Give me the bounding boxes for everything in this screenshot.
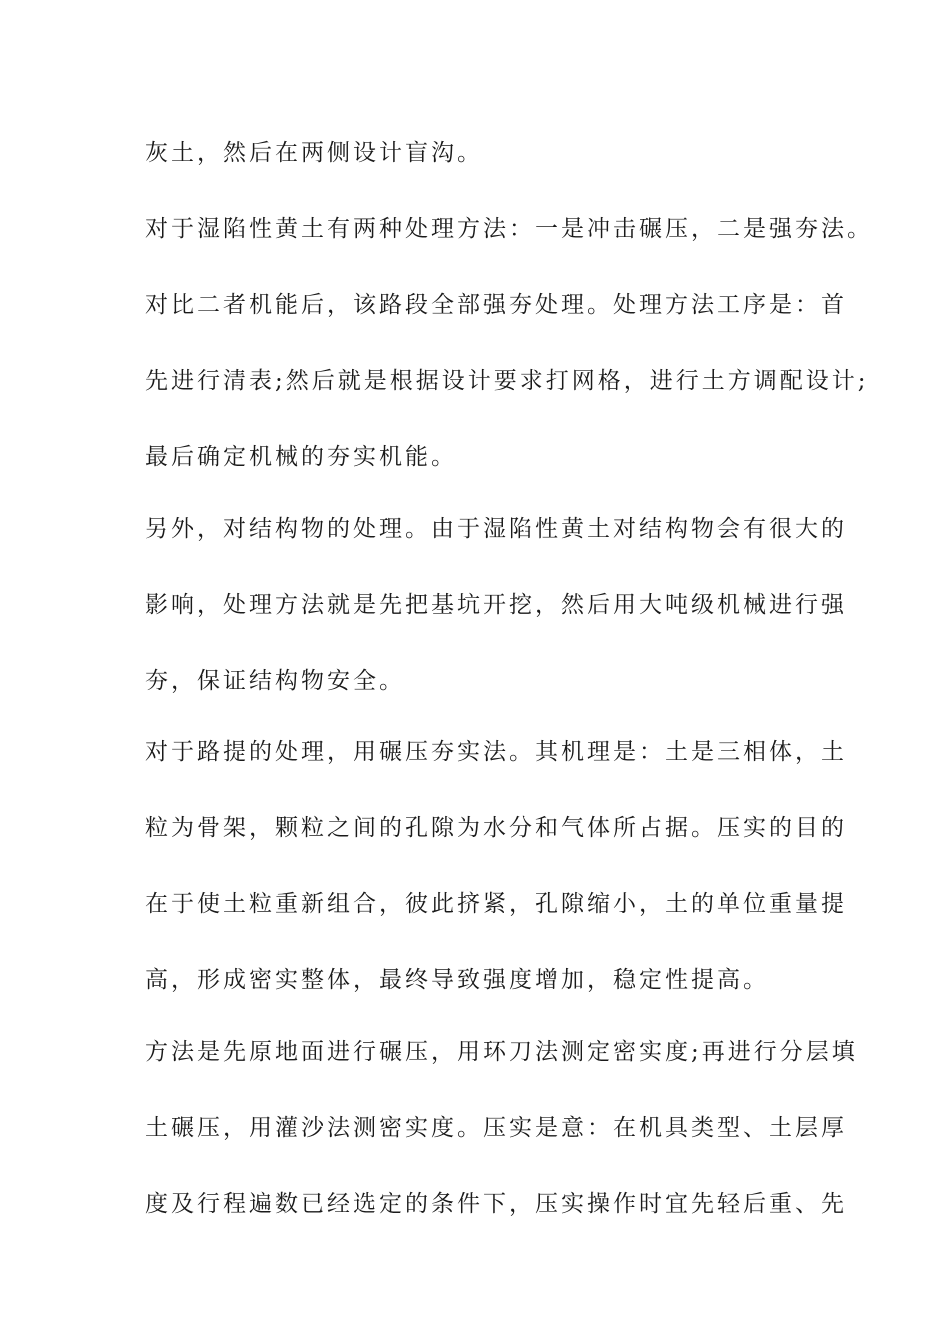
text-line: 灰土，然后在两侧设计盲沟。 (145, 140, 483, 166)
text-line: 对比二者机能后，该路段全部强夯处理。处理方法工序是：首 (145, 292, 847, 318)
text-line: 度及行程遍数已经选定的条件下，压实操作时宜先轻后重、先 (145, 1191, 847, 1217)
text-line: 方法是先原地面进行碾压，用环刀法测定密实度;再进行分层填 (145, 1039, 858, 1065)
text-line: 粒为骨架，颗粒之间的孔隙为水分和气体所占据。压实的目的 (145, 815, 847, 841)
text-line: 在于使土粒重新组合，彼此挤紧，孔隙缩小，土的单位重量提 (145, 891, 847, 917)
text-line: 最后确定机械的夯实机能。 (145, 444, 457, 470)
text-line: 夯，保证结构物安全。 (145, 668, 405, 694)
text-line: 对于湿陷性黄土有两种处理方法：一是冲击碾压，二是强夯法。 (145, 216, 873, 242)
text-line: 土碾压，用灌沙法测密实度。压实是意：在机具类型、土层厚 (145, 1115, 847, 1141)
text-line: 高，形成密实整体，最终导致强度增加，稳定性提高。 (145, 967, 769, 993)
text-line: 对于路提的处理，用碾压夯实法。其机理是：土是三相体，土 (145, 739, 847, 765)
text-line: 影响，处理方法就是先把基坑开挖，然后用大吨级机械进行强 (145, 592, 847, 618)
text-line: 先进行清表;然后就是根据设计要求打网格，进行土方调配设计; (145, 368, 869, 394)
text-line: 另外，对结构物的处理。由于湿陷性黄土对结构物会有很大的 (145, 516, 847, 542)
